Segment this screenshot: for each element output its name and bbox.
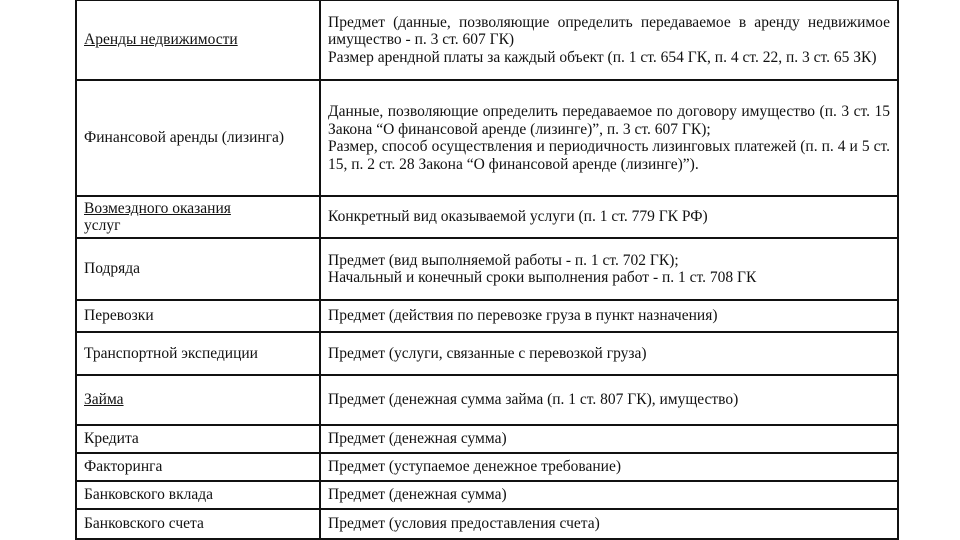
- contract-type-cell: [76, 481, 320, 509]
- contract-type-label: Возмездного оказания: [84, 199, 231, 217]
- essential-terms-cell: [320, 375, 898, 425]
- contract-type-cell: [76, 0, 320, 80]
- essential-terms-cell: [320, 332, 898, 375]
- essential-terms-cell: [320, 300, 898, 332]
- contract-type-label: Финансовой аренды (лизинга): [84, 129, 285, 147]
- essential-term-text: Конкретный вид оказываемой услуги (п. 1 ст. 779 ГК РФ): [328, 208, 708, 226]
- contract-type-label: Банковского вклада: [84, 486, 213, 504]
- table-row: [76, 80, 898, 196]
- contract-type-cell: [76, 425, 320, 453]
- contract-type-label: Кредита: [84, 430, 139, 448]
- contract-type-label: Транспортной экспедиции: [84, 344, 258, 362]
- contract-type-cell: [76, 375, 320, 425]
- table-row: [76, 481, 898, 509]
- contract-type-cell: [76, 332, 320, 375]
- table-row: [76, 425, 898, 453]
- contract-type-cell: [76, 509, 320, 539]
- essential-term-text: Начальный и конечный сроки выполнения работ - п. 1 ст. 708 ГК: [328, 269, 757, 286]
- essential-terms-cell: [320, 509, 898, 539]
- essential-term-text: Предмет (данные, позволяющие определить передаваемое в аренду недвижимое имущество - п. 3 ст. 607 ГК): [328, 13, 890, 49]
- contract-type-label: Перевозки: [84, 307, 154, 325]
- essential-term-text: Предмет (услуги, связанные с перевозкой груза): [328, 344, 647, 362]
- essential-term-text: Предмет (вид выполняемой работы - п. 1 ст. 702 ГК);: [328, 251, 679, 269]
- essential-term-text: Данные, позволяющие определить передаваемое по договору имущество (п. 3 ст. 15 Закона “О финансовой аренде (лизинге)”, п. 3 ст. 607 ГК);: [328, 103, 890, 138]
- contract-type-cell: [76, 300, 320, 332]
- essential-term-text: Предмет (уступаемое денежное требование): [328, 458, 622, 476]
- essential-terms-cell: [320, 238, 898, 300]
- contract-type-cell: [76, 238, 320, 300]
- essential-term-text: Предмет (денежная сумма): [328, 430, 507, 448]
- essential-term-text: Размер, способ осуществления и периодичность лизинговых платежей (п. п. 4 и 5 ст. 15, п. 2 ст. 28 Закона “О финансовой аренде (лизинге)”).: [328, 138, 890, 173]
- contract-type-cell: [76, 80, 320, 196]
- table-row: [76, 453, 898, 481]
- essential-terms-cell: [320, 0, 898, 80]
- essential-terms-cell: [320, 453, 898, 481]
- table-row: [76, 332, 898, 375]
- essential-terms-cell: [320, 196, 898, 238]
- contract-type-cell: [76, 453, 320, 481]
- table-row: [76, 0, 898, 80]
- contract-type-label: Аренды недвижимости: [84, 31, 238, 49]
- table-row: [76, 238, 898, 300]
- essential-term-text: Предмет (денежная сумма займа (п. 1 ст. 807 ГК), имущество): [328, 391, 739, 409]
- table-row: [76, 300, 898, 332]
- table-row: [76, 375, 898, 425]
- essential-term-text: Предмет (денежная сумма): [328, 486, 507, 504]
- essential-term-text: Предмет (условия предоставления счета): [328, 515, 600, 533]
- contract-type-cell: [76, 196, 320, 238]
- essential-term-text: Предмет (действия по перевозке груза в пункт назначения): [328, 307, 718, 325]
- contract-terms-table: [75, 0, 899, 540]
- table-row: [76, 509, 898, 539]
- contract-type-label-continued: услуг: [84, 217, 121, 234]
- essential-terms-cell: [320, 481, 898, 509]
- contract-type-label: Факторинга: [84, 458, 163, 476]
- contract-type-label: Подряда: [84, 260, 141, 278]
- essential-terms-cell: [320, 80, 898, 196]
- essential-term-text: Размер арендной платы за каждый объект (п. 1 ст. 654 ГК, п. 4 ст. 22, п. 3 ст. 65 ЗК): [328, 48, 877, 66]
- contract-type-label: Банковского счета: [84, 515, 204, 533]
- table-row: [76, 196, 898, 238]
- contract-type-label: Займа: [84, 391, 124, 409]
- essential-terms-cell: [320, 425, 898, 453]
